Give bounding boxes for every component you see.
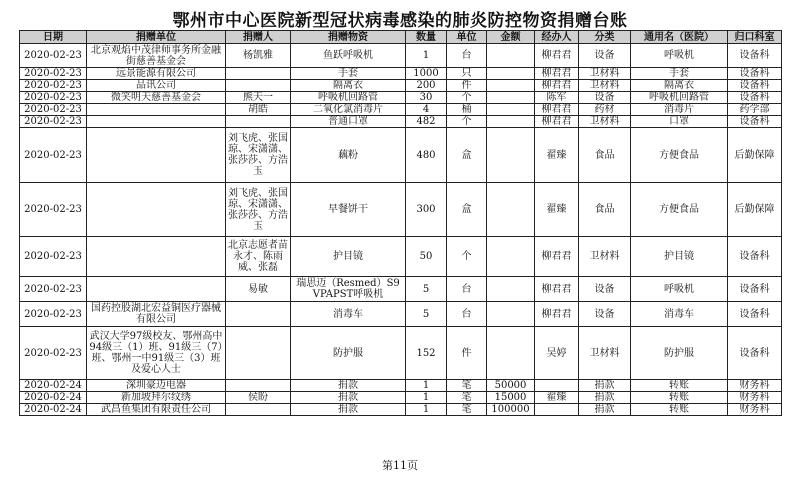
cell-date: 2020-02-24 [20, 392, 87, 404]
col-quantity: 数量 [406, 31, 447, 44]
cell-date: 2020-02-23 [20, 92, 87, 104]
cell-quantity: 30 [406, 92, 447, 104]
cell-unit: 个 [447, 116, 487, 128]
cell-common-name: 呼吸机 [631, 277, 728, 302]
cell-category: 设备 [579, 92, 631, 104]
cell-donor-person [226, 404, 291, 416]
cell-item: 捐款 [291, 404, 406, 416]
cell-department: 设备科 [728, 92, 782, 104]
cell-common-name: 消毒车 [631, 302, 728, 327]
table-row [20, 104, 782, 116]
cell-quantity: 200 [406, 80, 447, 92]
donation-ledger-table [19, 30, 782, 416]
cell-quantity: 1 [406, 392, 447, 404]
cell-handler: 柳君君 [535, 104, 579, 116]
cell-donor-org: 远景能源有限公司 [87, 68, 226, 80]
cell-unit: 台 [447, 44, 487, 68]
cell-quantity: 482 [406, 116, 447, 128]
col-common-name: 通用名（医院） [631, 31, 728, 44]
cell-amount [487, 327, 535, 380]
cell-category: 捐款 [579, 380, 631, 392]
cell-donor-person [226, 116, 291, 128]
cell-department: 设备科 [728, 302, 782, 327]
cell-common-name: 防护服 [631, 327, 728, 380]
cell-department: 设备科 [728, 116, 782, 128]
cell-donor-person: 刘飞虎、张国琼、宋潇潇、张莎莎、方浩玉 [226, 128, 291, 183]
col-donor-person: 捐赠人 [226, 31, 291, 44]
cell-donor-org: 新加坡拜尔纹绣 [87, 392, 226, 404]
cell-common-name: 方便食品 [631, 183, 728, 237]
cell-date: 2020-02-23 [20, 80, 87, 92]
cell-donor-person [226, 80, 291, 92]
cell-handler: 翟臻 [535, 128, 579, 183]
table-row [20, 80, 782, 92]
cell-department: 设备科 [728, 44, 782, 68]
cell-handler: 柳君君 [535, 68, 579, 80]
cell-quantity: 1 [406, 380, 447, 392]
cell-item: 呼吸机回路管 [291, 92, 406, 104]
cell-department: 设备科 [728, 80, 782, 92]
cell-unit: 笔 [447, 380, 487, 392]
cell-quantity: 5 [406, 302, 447, 327]
cell-date: 2020-02-23 [20, 237, 87, 277]
cell-department: 后勤保障 [728, 183, 782, 237]
cell-amount [487, 237, 535, 277]
cell-handler [535, 380, 579, 392]
cell-date: 2020-02-23 [20, 327, 87, 380]
table-row [20, 277, 782, 302]
table-header-row [20, 31, 782, 44]
cell-donor-person: 胡皓 [226, 104, 291, 116]
col-category: 分类 [579, 31, 631, 44]
cell-unit: 笔 [447, 392, 487, 404]
cell-item: 二氧化氯消毒片 [291, 104, 406, 116]
col-handler: 经办人 [535, 31, 579, 44]
cell-donor-person: 易敏 [226, 277, 291, 302]
cell-donor-person: 北京志愿者苗永才、陈雨威、张磊 [226, 237, 291, 277]
cell-donor-person: 杨凯雅 [226, 44, 291, 68]
cell-quantity: 5 [406, 277, 447, 302]
table-row [20, 392, 782, 404]
cell-item: 护目镜 [291, 237, 406, 277]
cell-department: 财务科 [728, 380, 782, 392]
cell-donor-person [226, 327, 291, 380]
cell-item: 隔离衣 [291, 80, 406, 92]
cell-date: 2020-02-23 [20, 302, 87, 327]
table-row [20, 237, 782, 277]
cell-donor-person: 熊天一 [226, 92, 291, 104]
cell-date: 2020-02-23 [20, 44, 87, 68]
cell-quantity: 1000 [406, 68, 447, 80]
col-department: 归口科室 [728, 31, 782, 44]
cell-quantity: 4 [406, 104, 447, 116]
table-row [20, 404, 782, 416]
cell-unit: 盒 [447, 183, 487, 237]
cell-donor-org [87, 183, 226, 237]
cell-donor-person [226, 302, 291, 327]
cell-amount [487, 68, 535, 80]
cell-donor-org: 武昌鱼集团有限责任公司 [87, 404, 226, 416]
cell-date: 2020-02-24 [20, 380, 87, 392]
table-row [20, 380, 782, 392]
cell-donor-person [226, 380, 291, 392]
cell-item: 消毒车 [291, 302, 406, 327]
cell-category: 设备 [579, 302, 631, 327]
cell-handler: 柳君君 [535, 116, 579, 128]
col-unit: 单位 [447, 31, 487, 44]
cell-department: 设备科 [728, 277, 782, 302]
col-item: 捐赠物资 [291, 31, 406, 44]
cell-amount [487, 183, 535, 237]
table-row [20, 128, 782, 183]
cell-category: 设备 [579, 44, 631, 68]
cell-category: 食品 [579, 183, 631, 237]
cell-donor-org [87, 237, 226, 277]
cell-donor-org [87, 128, 226, 183]
cell-handler: 翟臻 [535, 183, 579, 237]
cell-handler: 翟臻 [535, 392, 579, 404]
cell-common-name: 呼吸机 [631, 44, 728, 68]
cell-donor-org: 微笑明天慈善基金会 [87, 92, 226, 104]
cell-common-name: 转账 [631, 404, 728, 416]
cell-item: 瑞思迈（Resmed）S9 VPAPST呼吸机 [291, 277, 406, 302]
cell-department: 财务科 [728, 392, 782, 404]
cell-quantity: 300 [406, 183, 447, 237]
cell-handler: 柳君君 [535, 277, 579, 302]
cell-donor-org [87, 104, 226, 116]
table-row [20, 44, 782, 68]
cell-quantity: 1 [406, 404, 447, 416]
cell-unit: 个 [447, 92, 487, 104]
cell-common-name: 口罩 [631, 116, 728, 128]
cell-amount [487, 116, 535, 128]
table-row [20, 92, 782, 104]
cell-department: 设备科 [728, 237, 782, 277]
cell-amount: 15000 [487, 392, 535, 404]
cell-amount: 50000 [487, 380, 535, 392]
cell-donor-org [87, 116, 226, 128]
cell-handler: 柳君君 [535, 80, 579, 92]
cell-unit: 件 [447, 80, 487, 92]
cell-item: 早餐饼干 [291, 183, 406, 237]
cell-item: 藕粉 [291, 128, 406, 183]
cell-quantity: 152 [406, 327, 447, 380]
cell-handler: 柳君君 [535, 302, 579, 327]
cell-category: 设备 [579, 277, 631, 302]
cell-donor-person: 刘飞虎、张国琼、宋潇潇、张莎莎、方浩玉 [226, 183, 291, 237]
cell-unit: 只 [447, 68, 487, 80]
page-number: 第11页 [382, 459, 418, 472]
cell-common-name: 呼吸机回路管 [631, 92, 728, 104]
cell-category: 捐款 [579, 392, 631, 404]
cell-common-name: 方便食品 [631, 128, 728, 183]
cell-common-name: 护目镜 [631, 237, 728, 277]
cell-category: 卫材料 [579, 68, 631, 80]
cell-unit: 笔 [447, 404, 487, 416]
cell-unit: 个 [447, 237, 487, 277]
cell-donor-person [226, 68, 291, 80]
cell-unit: 台 [447, 302, 487, 327]
cell-amount [487, 104, 535, 116]
page-title: 鄂州市中心医院新型冠状病毒感染的肺炎防控物资捐赠台账 [172, 11, 628, 31]
cell-department: 财务科 [728, 404, 782, 416]
cell-department: 设备科 [728, 327, 782, 380]
cell-common-name: 消毒片 [631, 104, 728, 116]
cell-date: 2020-02-23 [20, 183, 87, 237]
cell-item: 鱼跃呼吸机 [291, 44, 406, 68]
cell-handler: 陈军 [535, 92, 579, 104]
cell-amount [487, 128, 535, 183]
cell-quantity: 480 [406, 128, 447, 183]
cell-department: 后勤保障 [728, 128, 782, 183]
cell-donor-person: 侯盼 [226, 392, 291, 404]
table-row [20, 302, 782, 327]
cell-category: 卫材料 [579, 80, 631, 92]
cell-donor-org [87, 277, 226, 302]
cell-category: 食品 [579, 128, 631, 183]
cell-item: 捐款 [291, 392, 406, 404]
table-row [20, 183, 782, 237]
cell-common-name: 隔离衣 [631, 80, 728, 92]
cell-unit: 盒 [447, 128, 487, 183]
cell-date: 2020-02-23 [20, 104, 87, 116]
cell-category: 卫材料 [579, 116, 631, 128]
cell-common-name: 手套 [631, 68, 728, 80]
cell-unit: 桶 [447, 104, 487, 116]
cell-donor-org: 深圳豪迈电器 [87, 380, 226, 392]
cell-date: 2020-02-24 [20, 404, 87, 416]
cell-unit: 件 [447, 327, 487, 380]
cell-handler: 吴婷 [535, 327, 579, 380]
cell-item: 手套 [291, 68, 406, 80]
cell-department: 药学部 [728, 104, 782, 116]
cell-donor-org: 北京观焰中茂律师事务所金融街慈善基金会 [87, 44, 226, 68]
cell-category: 捐款 [579, 404, 631, 416]
table-row [20, 327, 782, 380]
cell-common-name: 转账 [631, 392, 728, 404]
cell-amount [487, 80, 535, 92]
cell-date: 2020-02-23 [20, 116, 87, 128]
col-date: 日期 [20, 31, 87, 44]
cell-handler: 柳君君 [535, 237, 579, 277]
cell-date: 2020-02-23 [20, 277, 87, 302]
table-row [20, 116, 782, 128]
cell-handler: 柳君君 [535, 44, 579, 68]
cell-item: 防护服 [291, 327, 406, 380]
cell-quantity: 50 [406, 237, 447, 277]
cell-donor-org: 武汉大学97级校友、鄂州高中94级三（1）班、91级三（7）班、鄂州一中91级三（3）班及爱心人士 [87, 327, 226, 380]
cell-date: 2020-02-23 [20, 128, 87, 183]
cell-category: 卫材料 [579, 237, 631, 277]
cell-item: 捐款 [291, 380, 406, 392]
cell-common-name: 转账 [631, 380, 728, 392]
cell-amount [487, 277, 535, 302]
cell-quantity: 1 [406, 44, 447, 68]
cell-amount: 100000 [487, 404, 535, 416]
cell-amount [487, 44, 535, 68]
col-amount: 金额 [487, 31, 535, 44]
cell-department: 设备科 [728, 68, 782, 80]
cell-category: 卫材料 [579, 327, 631, 380]
cell-item: 普通口罩 [291, 116, 406, 128]
cell-donor-org: 国药控股湖北宏益铜医疗器械有限公司 [87, 302, 226, 327]
cell-handler [535, 404, 579, 416]
table-row [20, 68, 782, 80]
cell-donor-org: 品讯公司 [87, 80, 226, 92]
cell-date: 2020-02-23 [20, 68, 87, 80]
cell-unit: 台 [447, 277, 487, 302]
col-donor-org: 捐赠单位 [87, 31, 226, 44]
cell-amount [487, 302, 535, 327]
cell-amount [487, 92, 535, 104]
cell-category: 药材 [579, 104, 631, 116]
